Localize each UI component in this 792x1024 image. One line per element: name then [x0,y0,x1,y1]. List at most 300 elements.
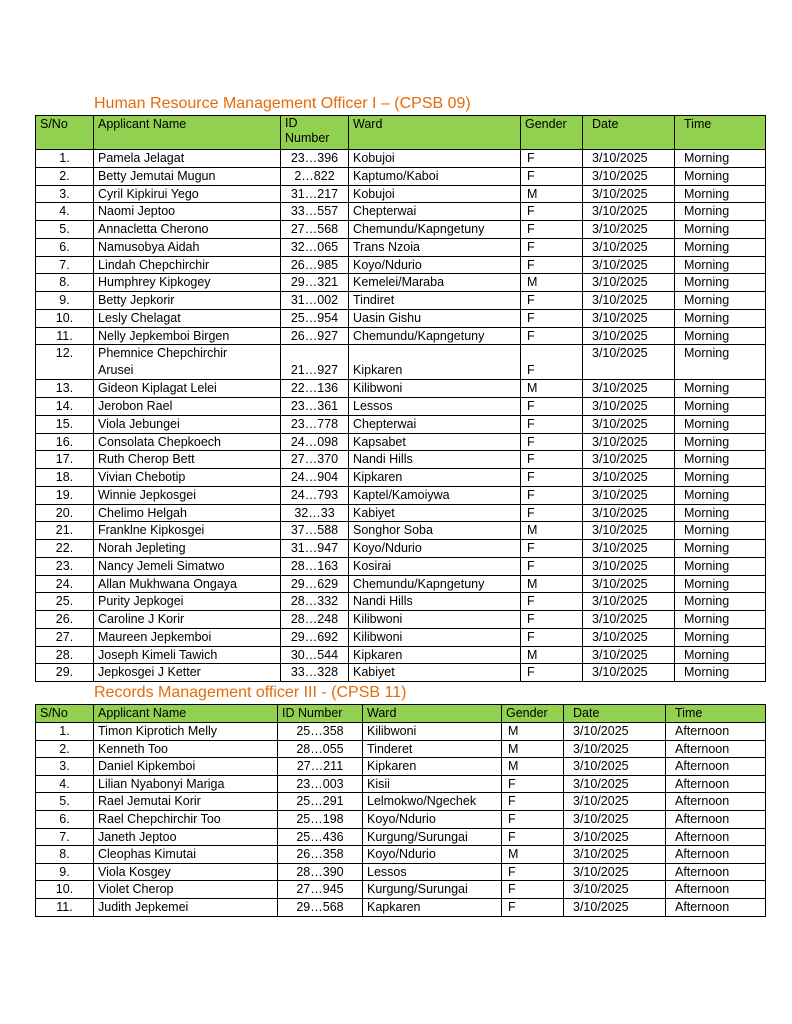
cell-id: 28…163 [281,557,349,575]
table-header-row [36,705,766,723]
cell-sno: 7. [36,828,94,846]
table-row [36,575,766,593]
cell-ward: Kurgung/Surungai [363,828,502,846]
cell-ward: Kipkaren [363,758,502,776]
cell-name: Humphrey Kipkogey [94,274,281,292]
table-row [36,203,766,221]
cell-gender: F [521,557,583,575]
cell-time: Morning [675,150,766,168]
cell-ward: Tindiret [349,292,521,310]
cell-sno: 22. [36,540,94,558]
cell-date: 3/10/2025 [564,881,666,899]
cell-time: Morning [675,221,766,239]
cell-sno: 23. [36,557,94,575]
col-header-id-line2: Number [285,131,330,145]
cell-ward: Kemelei/Maraba [349,274,521,292]
cell-time: Morning [675,646,766,664]
cell-id: 29…568 [278,898,363,916]
col-header-time: Time [666,705,766,723]
cell-time: Afternoon [666,740,766,758]
cell-ward: Chemundu/Kapngetuny [349,221,521,239]
cell-ward: Chepterwai [349,203,521,221]
cell-ward: Kobujoi [349,185,521,203]
cell-time: Morning [675,451,766,469]
cell-id: 27…211 [278,758,363,776]
cell-gender: F [521,433,583,451]
cell-time: Morning [675,611,766,629]
cell-sno: 26. [36,611,94,629]
cell-time: Morning [675,628,766,646]
cell-name: Maureen Jepkemboi [94,628,281,646]
cell-id: 22…136 [281,380,349,398]
cell-sno: 7. [36,256,94,274]
cell-time: Afternoon [666,898,766,916]
cell-date: 3/10/2025 [583,185,675,203]
cell-time: Morning [675,522,766,540]
cell-sno: 18. [36,469,94,487]
cell-id: 28…390 [278,863,363,881]
cell-date: 3/10/2025 [583,540,675,558]
table-row [36,540,766,558]
cell-name: Janeth Jeptoo [94,828,278,846]
cell-ward: Lessos [363,863,502,881]
cell-ward: Nandi Hills [349,451,521,469]
cell-time: Morning [675,664,766,682]
col-header-gender: Gender [502,705,564,723]
cell-time: Morning [675,238,766,256]
cell-id: 23…361 [281,398,349,416]
cell-ward: Kilibwoni [363,723,502,741]
table-row [36,828,766,846]
cell-name: Viola Kosgey [94,863,278,881]
cell-date: 3/10/2025 [583,309,675,327]
cell-id: 25…198 [278,810,363,828]
cell-name-line1: Phemnice Chepchirchir [98,346,228,361]
cell-id: 27…945 [278,881,363,899]
cell-id: 31…947 [281,540,349,558]
cell-id: 25…291 [278,793,363,811]
cell-ward: Chemundu/Kapngetuny [349,327,521,345]
cell-date: 3/10/2025 [583,238,675,256]
cell-gender: F [502,863,564,881]
cell-gender: F [521,628,583,646]
cell-ward: Kipkaren [349,469,521,487]
cell-name: Betty Jemutai Mugun [94,167,281,185]
col-header-time: Time [675,116,766,150]
cell-time: Morning [675,185,766,203]
cell-name: Violet Cherop [94,881,278,899]
cell-time: Morning [675,415,766,433]
cell-gender: F [521,256,583,274]
cell-sno: 10. [36,881,94,899]
cell-gender: F [521,504,583,522]
cell-time: Morning [675,256,766,274]
cell-date: 3/10/2025 [583,274,675,292]
cell-ward: Kabiyet [349,664,521,682]
cell-sno: 24. [36,575,94,593]
cell-date: 3/10/2025 [583,203,675,221]
col-header-id [281,116,349,150]
cell-name: Namusobya Aidah [94,238,281,256]
cell-ward: Lelmokwo/Ngechek [363,793,502,811]
cell-ward: Kaptel/Kamoiywa [349,486,521,504]
cell-id: 25…358 [278,723,363,741]
cell-date: 3/10/2025 [583,451,675,469]
table-row [36,723,766,741]
records-officer-table-body [36,723,766,917]
col-header-sno: S/No [36,116,94,150]
table-row [36,221,766,239]
cell-time: Afternoon [666,810,766,828]
cell-ward: Kilibwoni [349,380,521,398]
cell-name: Jepkosgei J Ketter [94,664,281,682]
cell-time: Morning [675,540,766,558]
cell-id: 28…248 [281,611,349,629]
cell-sno: 6. [36,810,94,828]
cell-id: 37…588 [281,522,349,540]
col-header-ward: Ward [363,705,502,723]
cell-time: Morning [675,575,766,593]
col-header-date: Date [583,116,675,150]
table-header-row [36,116,766,150]
cell-name: Chelimo Helgah [94,504,281,522]
cell-name: Kenneth Too [94,740,278,758]
cell-id: 30…544 [281,646,349,664]
cell-gender: F [521,469,583,487]
cell-gender: F [521,292,583,310]
cell-gender: F [521,327,583,345]
table-row [36,238,766,256]
cell-date: 3/10/2025 [583,380,675,398]
col-header-id-line1: ID [285,116,298,130]
cell-name: Timon Kiprotich Melly [94,723,278,741]
records-officer-table [35,704,766,917]
table-row [36,628,766,646]
cell-name: Rael Chepchirchir Too [94,810,278,828]
cell-sno: 10. [36,309,94,327]
cell-name: Daniel Kipkemboi [94,758,278,776]
cell-name: Allan Mukhwana Ongaya [94,575,281,593]
cell-date: 3/10/2025 [564,810,666,828]
table-row [36,486,766,504]
cell-time: Morning [675,433,766,451]
cell-time: Morning [675,380,766,398]
cell-gender: M [521,185,583,203]
cell-sno: 2. [36,740,94,758]
cell-time: Afternoon [666,881,766,899]
cell-ward: Tinderet [363,740,502,758]
cell-time: Morning [675,274,766,292]
cell-ward: Kosirai [349,557,521,575]
cell-name: Rael Jemutai Korir [94,793,278,811]
cell-name: Cyril Kipkirui Yego [94,185,281,203]
cell-sno: 1. [36,150,94,168]
cell-time: Afternoon [666,828,766,846]
cell-date: 3/10/2025 [583,327,675,345]
cell-gender: M [502,723,564,741]
table-row [36,309,766,327]
cell-sno: 9. [36,292,94,310]
cell-gender: F [521,451,583,469]
cell-sno: 8. [36,846,94,864]
cell-ward: Chepterwai [349,415,521,433]
cell-sno: 21. [36,522,94,540]
cell-time: Afternoon [666,793,766,811]
cell-date: 3/10/2025 [583,398,675,416]
table-row [36,185,766,203]
cell-time: Afternoon [666,723,766,741]
cell-id: 29…629 [281,575,349,593]
cell-sno: 1. [36,723,94,741]
cell-name: Nelly Jepkemboi Birgen [94,327,281,345]
cell-name: Naomi Jeptoo [94,203,281,221]
section1-title: Human Resource Management Officer I – (CPSB 09) [94,95,471,112]
table-row [36,256,766,274]
cell-sno: 20. [36,504,94,522]
cell-gender: M [502,846,564,864]
table-row [36,881,766,899]
cell-gender: M [521,646,583,664]
cell-date: 3/10/2025 [583,433,675,451]
cell-sno: 14. [36,398,94,416]
cell-date: 3/10/2025 [583,504,675,522]
cell-ward: Lessos [349,398,521,416]
cell-name: Consolata Chepkoech [94,433,281,451]
cell-date: 3/10/2025 [583,150,675,168]
cell-ward: Koyo/Ndurio [363,810,502,828]
cell-ward: Uasin Gishu [349,309,521,327]
cell-sno: 9. [36,863,94,881]
cell-date: 3/10/2025 [583,256,675,274]
cell-gender: F [502,775,564,793]
cell-sno: 29. [36,664,94,682]
cell-ward: Trans Nzoia [349,238,521,256]
cell-date: 3/10/2025 [583,345,675,380]
cell-id: 24…793 [281,486,349,504]
col-header-gender: Gender [521,116,583,150]
cell-id: 23…003 [278,775,363,793]
table-row [36,415,766,433]
cell-sno: 28. [36,646,94,664]
cell-time: Morning [675,504,766,522]
cell-sno: 12. [36,345,94,380]
cell-sno: 19. [36,486,94,504]
cell-date: 3/10/2025 [564,758,666,776]
cell-sno: 25. [36,593,94,611]
cell-sno: 4. [36,775,94,793]
cell-ward: Kurgung/Surungai [363,881,502,899]
table-row [36,810,766,828]
cell-name: Lilian Nyabonyi Mariga [94,775,278,793]
cell-ward: Chemundu/Kapngetuny [349,575,521,593]
cell-gender: F [521,345,583,380]
table-row [36,345,766,380]
cell-id: 26…985 [281,256,349,274]
cell-ward: Koyo/Ndurio [363,846,502,864]
table-row [36,274,766,292]
cell-gender: F [502,810,564,828]
cell-name: Lesly Chelagat [94,309,281,327]
cell-time: Morning [675,593,766,611]
cell-ward: Kisii [363,775,502,793]
cell-date: 3/10/2025 [583,486,675,504]
cell-id: 23…778 [281,415,349,433]
cell-name: Franklne Kipkosgei [94,522,281,540]
cell-date: 3/10/2025 [583,292,675,310]
cell-time: Afternoon [666,846,766,864]
cell-date: 3/10/2025 [583,611,675,629]
cell-sno: 5. [36,221,94,239]
table-row [36,522,766,540]
table-row [36,793,766,811]
section2-title: Records Management officer III - (CPSB 11) [94,684,407,701]
cell-ward: Kilibwoni [349,628,521,646]
cell-gender: F [521,664,583,682]
cell-gender: F [502,881,564,899]
cell-name: Nancy Jemeli Simatwo [94,557,281,575]
cell-time: Afternoon [666,758,766,776]
cell-gender: M [521,522,583,540]
cell-name: Norah Jepleting [94,540,281,558]
cell-gender: F [502,828,564,846]
cell-sno: 6. [36,238,94,256]
cell-gender: M [521,575,583,593]
cell-sno: 3. [36,758,94,776]
cell-name: Betty Jepkorir [94,292,281,310]
cell-gender: F [521,167,583,185]
cell-id: 29…692 [281,628,349,646]
cell-name: Pamela Jelagat [94,150,281,168]
table-row [36,398,766,416]
table-row [36,150,766,168]
table-row [36,863,766,881]
cell-id: 31…217 [281,185,349,203]
cell-id: 23…396 [281,150,349,168]
table-row [36,846,766,864]
cell-ward: Kilibwoni [349,611,521,629]
cell-sno: 11. [36,327,94,345]
cell-id: 28…332 [281,593,349,611]
cell-time: Morning [675,327,766,345]
cell-ward: Koyo/Ndurio [349,256,521,274]
cell-date: 3/10/2025 [583,575,675,593]
cell-date: 3/10/2025 [583,167,675,185]
cell-date: 3/10/2025 [564,828,666,846]
cell-date: 3/10/2025 [583,469,675,487]
cell-name: Jerobon Rael [94,398,281,416]
table-row [36,664,766,682]
cell-sno: 8. [36,274,94,292]
cell-ward: Kobujoi [349,150,521,168]
table-row [36,469,766,487]
cell-id: 24…098 [281,433,349,451]
cell-time: Afternoon [666,775,766,793]
cell-time: Morning [675,309,766,327]
cell-id: 25…954 [281,309,349,327]
cell-name: Caroline J Korir [94,611,281,629]
cell-date: 3/10/2025 [564,863,666,881]
cell-id: 28…055 [278,740,363,758]
col-header-name: Applicant Name [94,705,278,723]
cell-gender: F [521,486,583,504]
cell-id: 2…822 [281,167,349,185]
cell-id: 27…568 [281,221,349,239]
table-row [36,292,766,310]
cell-ward: Kipkaren [349,345,521,380]
cell-id: 33…328 [281,664,349,682]
cell-name [94,345,281,380]
cell-ward: Kapsabet [349,433,521,451]
cell-gender: F [521,221,583,239]
cell-gender: M [502,740,564,758]
cell-gender: F [521,398,583,416]
cell-ward: Nandi Hills [349,593,521,611]
cell-date: 3/10/2025 [583,557,675,575]
cell-time: Afternoon [666,863,766,881]
cell-sno: 13. [36,380,94,398]
cell-sno: 15. [36,415,94,433]
table-row [36,380,766,398]
cell-time: Morning [675,203,766,221]
table-row [36,167,766,185]
cell-date: 3/10/2025 [583,522,675,540]
cell-time: Morning [675,469,766,487]
cell-date: 3/10/2025 [583,593,675,611]
col-header-date: Date [564,705,666,723]
cell-sno: 2. [36,167,94,185]
cell-time: Morning [675,398,766,416]
cell-ward: Kabiyet [349,504,521,522]
cell-date: 3/10/2025 [564,775,666,793]
cell-date: 3/10/2025 [564,793,666,811]
cell-date: 3/10/2025 [583,628,675,646]
cell-ward: Kipkaren [349,646,521,664]
cell-date: 3/10/2025 [583,664,675,682]
cell-date: 3/10/2025 [583,221,675,239]
cell-id: 25…436 [278,828,363,846]
cell-id: 32…33 [281,504,349,522]
table-row [36,898,766,916]
hr-officer-table-body [36,150,766,682]
cell-name: Cleophas Kimutai [94,846,278,864]
cell-date: 3/10/2025 [583,646,675,664]
cell-id: 26…358 [278,846,363,864]
cell-ward: Kaptumo/Kaboi [349,167,521,185]
cell-gender: F [521,415,583,433]
cell-sno: 27. [36,628,94,646]
table-row [36,646,766,664]
cell-id: 32…065 [281,238,349,256]
cell-ward: Kapkaren [363,898,502,916]
cell-time: Morning [675,167,766,185]
cell-gender: F [521,203,583,221]
col-header-sno: S/No [36,705,94,723]
cell-name: Viola Jebungei [94,415,281,433]
cell-id: 21…927 [281,345,349,380]
cell-id: 27…370 [281,451,349,469]
cell-time: Morning [675,486,766,504]
cell-ward: Koyo/Ndurio [349,540,521,558]
cell-date: 3/10/2025 [564,898,666,916]
cell-sno: 5. [36,793,94,811]
cell-sno: 11. [36,898,94,916]
table-row [36,758,766,776]
cell-id: 24…904 [281,469,349,487]
col-header-ward: Ward [349,116,521,150]
cell-name: Winnie Jepkosgei [94,486,281,504]
cell-gender: F [521,150,583,168]
cell-id: 33…557 [281,203,349,221]
